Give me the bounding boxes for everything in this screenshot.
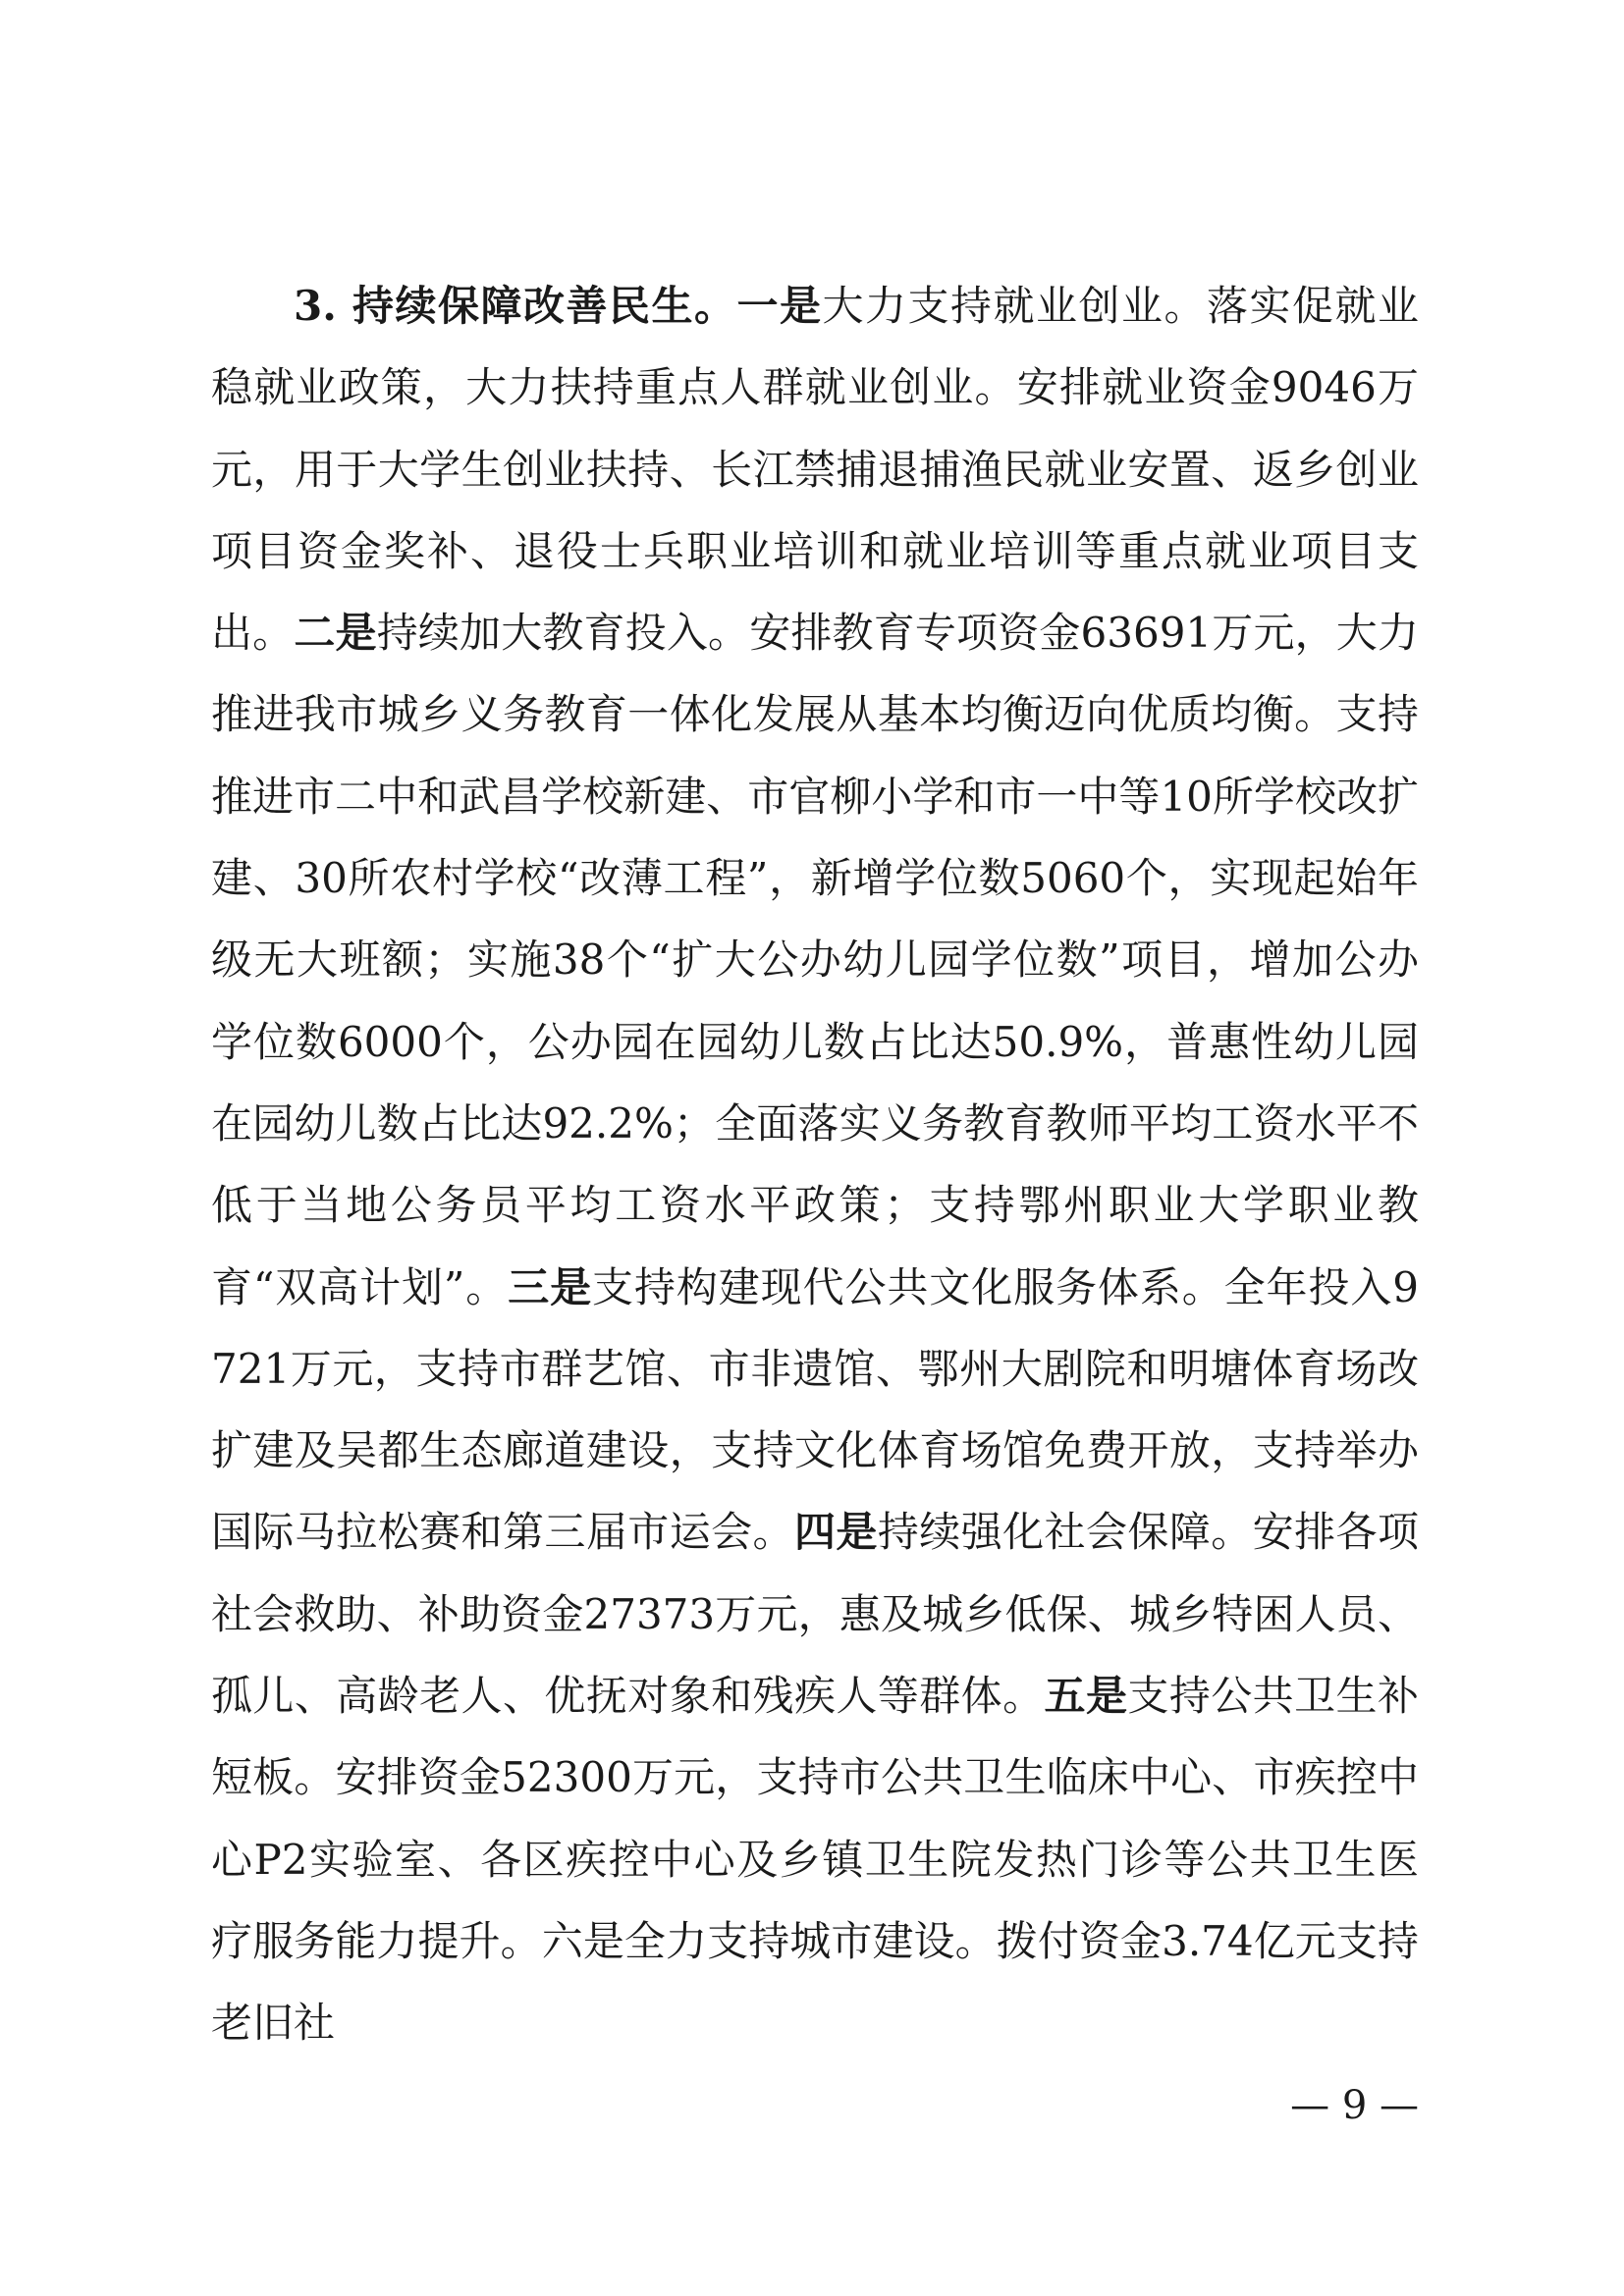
point-1-text: 大力支持就业创业。落实促就业稳就业政策，大力扶持重点人群就业创业。安排就业资金9046万元，用于大学生创业扶持、长江禁捕退捕渔民就业安置、返乡创业项目资金奖补、退役士兵职业培训和就业培训等重点就业项目支出。: [211, 282, 1419, 658]
point-2-lead: 二是: [294, 609, 377, 658]
section-heading: 3. 持续保障改善民生。: [294, 282, 737, 330]
point-3-text: 支持构建现代公共文化服务体系。全年投入9721万元，支持市群艺馆、市非遗馆、鄂州大剧院和明塘体育场改扩建及吴都生态廊道建设，支持文化体育场馆免费开放，支持举办国际马拉松赛和第三届市运会。: [211, 1262, 1419, 1557]
point-1-lead: 一是: [736, 282, 823, 330]
point-2-text: 持续加大教育投入。安排教育专项资金63691万元，大力推进我市城乡义务教育一体化发展从基本均衡迈向优质均衡。支持推进市二中和武昌学校新建、市官柳小学和市一中等10所学校改扩建、30所农村学校“改薄工程”，新增学位数5060个，实现起始年级无大班额；实施38个“扩大公办幼儿园学位数”项目，增加公办学位数6000个，公办园在园幼儿数占比达50.9%，普惠性幼儿园在园幼儿数占比达92.2%；全面落实义务教育教师平均工资水平不低于当地公务员平均工资水平政策；支持鄂州职业大学职业教育“双高计划”。: [211, 609, 1419, 1311]
point-4-lead: 四是: [793, 1508, 878, 1557]
point-5-text: 支持公共卫生补短板。安排资金52300万元，支持市公共卫生临床中心、市疾控中心P2实验室、各区疾控中心及乡镇卫生院发热门诊等公共卫生医疗服务能力提升。六是全力支持城市建设。拨付资金3.74亿元支持老旧社: [211, 1672, 1419, 2048]
body-paragraph: [211, 265, 1419, 2064]
point-4-text: 持续强化社会保障。安排各项社会救助、补助资金27373万元，惠及城乡低保、城乡特困人员、孤儿、高龄老人、优抚对象和残疾人等群体。: [211, 1508, 1419, 1721]
point-3-lead: 三是: [508, 1262, 593, 1311]
page-number: — 9 —: [1290, 2083, 1419, 2128]
point-5-lead: 五是: [1044, 1672, 1128, 1721]
